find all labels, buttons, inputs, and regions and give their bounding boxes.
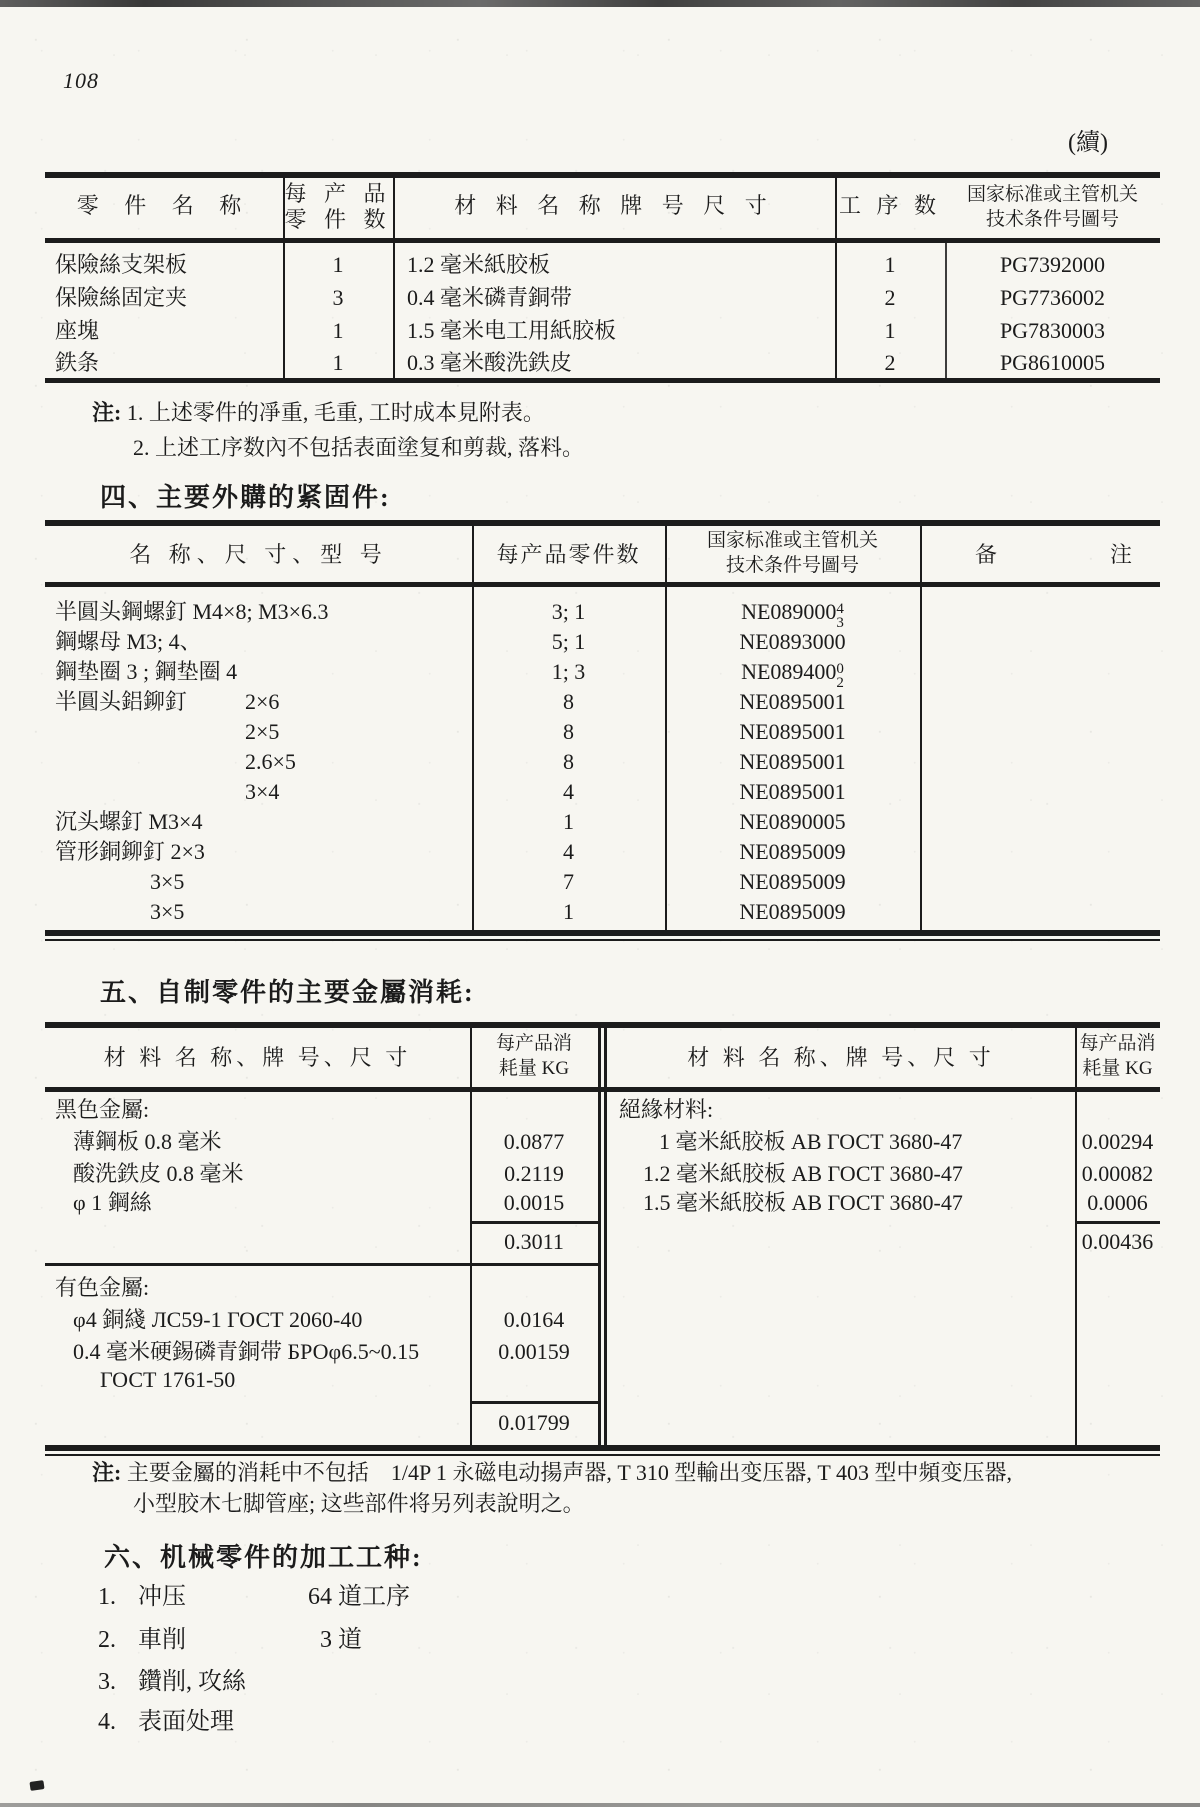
fastener-qty: 5; 1	[551, 629, 586, 654]
fastener-name: 鋼垫圈 3 ; 鋼垫圈 4	[55, 659, 238, 684]
table-border-bottom	[45, 930, 1160, 936]
fastener-standard-no: NE089000 4 3	[741, 599, 844, 631]
subtotal-rule	[470, 1401, 600, 1404]
fastener-size: 3×4	[245, 779, 280, 804]
column-header-qty-line1: 每 产 品	[284, 181, 392, 206]
note-text: 主要金屬的消耗中不包括 1/4P 1 永磁电动揚声器, T 310 型輸出变压器, T 403 型中頻变压器,	[126, 1460, 1012, 1485]
table1-note-line1	[92, 399, 545, 427]
material-name: 0.4 毫米硬錫磷青銅带 БРОφ6.5~0.15	[73, 1339, 420, 1364]
part-name: 座塊	[55, 318, 100, 343]
fastener-standard-no: NE0895009	[739, 869, 846, 894]
part-material: 0.4 毫米磷青銅带	[407, 285, 573, 310]
part-qty: 1	[332, 252, 344, 277]
fastener-standard-no: NE0895001	[739, 719, 846, 744]
column-header-operations: 工 序 数	[838, 193, 941, 218]
table3-note-line1	[92, 1459, 1012, 1487]
table-border-bottom	[45, 378, 1160, 383]
fastener-qty: 8	[563, 749, 574, 774]
table-border-bottom-thin	[45, 939, 1160, 941]
part-qty: 1	[332, 350, 344, 375]
column-header-kg-left-line1: 每产品消	[495, 1033, 572, 1054]
section-title-machining: 六、机械零件的加工工种:	[104, 1543, 423, 1572]
material-name: 1.2 毫米紙胶板 AB ГОСТ 3680-47	[643, 1161, 963, 1186]
part-material: 1.2 毫米紙胶板	[407, 252, 551, 277]
material-kg: 0.0006	[1087, 1190, 1148, 1215]
fastener-size: 3×5	[150, 869, 185, 894]
fastener-standard-no: NE0890005	[739, 809, 846, 834]
column-header-standard-line2: 技术条件号圖号	[725, 555, 859, 576]
group-subtotal: 0.00436	[1081, 1229, 1154, 1254]
material-kg: 0.2119	[504, 1161, 564, 1186]
table-border-top	[45, 520, 1160, 526]
page-number: 108	[63, 68, 99, 93]
process-number: 2.	[98, 1627, 116, 1653]
process-list-item	[98, 1626, 362, 1654]
part-standard-no: PG8610005	[999, 350, 1106, 375]
column-header-part-name: 零 件 名 称	[76, 193, 252, 218]
fastener-name: 管形銅鉚釘 2×3	[55, 839, 205, 864]
subtotal-rule	[1075, 1221, 1160, 1224]
material-kg: 0.0877	[503, 1129, 565, 1154]
material-group-title: 絕緣材料:	[619, 1097, 714, 1122]
process-list-item	[98, 1583, 410, 1611]
part-name: 保險絲固定夹	[55, 285, 188, 310]
continued-marker: (續)	[1068, 130, 1108, 156]
process-value: 64 道工序	[308, 1584, 410, 1610]
metal-consumption-table	[45, 1022, 1160, 1456]
column-header-kg-left-line2: 耗量 KG	[498, 1058, 570, 1079]
column-header-name-size-type: 名 称、尺 寸、型 号	[129, 542, 388, 567]
table3-note-line2: 小型胶木七脚管座; 这些部件将另列表說明之。	[133, 1491, 585, 1516]
fastener-standard-no: NE0895009	[739, 839, 846, 864]
material-name: 薄鋼板 0.8 毫米	[73, 1129, 222, 1154]
process-label: 表面处理	[138, 1709, 234, 1735]
column-divider	[920, 526, 922, 930]
column-header-standard-line2: 技术条件号圖号	[985, 209, 1119, 230]
section-title-metal-consumption: 五、自制零件的主要金屬消耗:	[100, 978, 475, 1007]
group-divider-right	[604, 1022, 607, 1451]
fastener-size: 3×5	[150, 899, 185, 924]
part-qty: 1	[332, 318, 344, 343]
fastener-size: 2×5	[245, 719, 280, 744]
fastener-qty: 7	[563, 869, 574, 894]
part-operations: 2	[884, 350, 896, 375]
part-standard-no: PG7830003	[999, 318, 1106, 343]
fastener-qty: 4	[563, 839, 574, 864]
subtotal-rule	[470, 1221, 600, 1224]
part-material: 1.5 毫米电工用紙胶板	[407, 318, 617, 343]
fastener-size: 2×6	[245, 689, 280, 714]
material-group-title: 黑色金屬:	[55, 1097, 150, 1122]
material-name: 1 毫米紙胶板 AB ГОСТ 3680-47	[659, 1129, 963, 1154]
fastener-name: 沉头螺釘 M3×4	[55, 809, 203, 834]
part-standard-no: PG7392000	[999, 252, 1106, 277]
column-header-kg-right-line1: 每产品消	[1079, 1033, 1156, 1054]
fastener-qty: 8	[563, 689, 574, 714]
fastener-qty: 1; 3	[551, 659, 586, 684]
group-subtotal: 0.3011	[504, 1229, 564, 1254]
column-header-remarks-right: 注	[1110, 542, 1133, 567]
process-number: 3.	[98, 1669, 116, 1695]
fastener-standard-no: NE0895001	[739, 689, 846, 714]
process-label: 車削	[138, 1627, 186, 1653]
table-border-top	[45, 172, 1160, 178]
fasteners-table	[45, 520, 1160, 941]
group-subtotal: 0.01799	[498, 1410, 570, 1435]
table-border-bottom	[45, 1445, 1160, 1451]
section-title-fasteners: 四、主要外購的紧固件:	[100, 483, 391, 512]
fastener-standard-no: NE0895009	[739, 899, 846, 924]
process-label: 冲压	[138, 1584, 186, 1610]
fastener-standard-no: NE0895001	[739, 749, 846, 774]
group-divider-left	[598, 1022, 601, 1451]
group-separator-rule	[45, 1263, 600, 1266]
fastener-qty: 1	[563, 809, 574, 834]
note-text: 1. 上述零件的凈重, 毛重, 工时成本見附表。	[126, 400, 545, 425]
material-name: φ4 銅綫 ЛС59-1 ГОСТ 2060-40	[73, 1307, 363, 1332]
standard-sup-sub: 4 3	[836, 600, 844, 631]
fastener-name: 鋼螺母 M3; 4、	[55, 629, 202, 654]
material-name: 1.5 毫米紙胶板 AB ГОСТ 3680-47	[643, 1190, 963, 1215]
process-list-item	[98, 1708, 234, 1736]
table-border-top	[45, 1022, 1160, 1028]
material-name: 酸洗鉄皮 0.8 毫米	[73, 1161, 244, 1186]
scan-edge-artifact-bottom	[0, 1803, 1200, 1807]
note-label: 注:	[92, 1460, 122, 1485]
fastener-name: 半圓头鋼螺釘 M4×8; M3×6.3	[55, 599, 329, 624]
fastener-qty: 4	[563, 779, 574, 804]
note-label: 注:	[92, 400, 122, 425]
material-kg: 0.00082	[1081, 1161, 1154, 1186]
column-header-qty: 每产品零件数	[496, 542, 641, 567]
part-operations: 2	[884, 285, 896, 310]
parts-material-table	[45, 172, 1160, 383]
part-operations: 1	[884, 318, 896, 343]
fastener-qty: 8	[563, 719, 574, 744]
material-group-title: 有色金屬:	[55, 1275, 150, 1300]
part-material: 0.3 毫米酸洗鉄皮	[407, 350, 573, 375]
material-kg: 0.0164	[503, 1307, 565, 1332]
scan-edge-artifact-top	[0, 0, 1200, 7]
column-header-remarks-left: 备	[975, 542, 998, 567]
table1-note-line2: 2. 上述工序数內不包括表面塗复和剪裁, 落料。	[133, 435, 585, 460]
standard-sup-sub: 0 2	[836, 660, 844, 691]
column-header-material: 材 料 名 称 牌 号 尺 寸	[454, 193, 774, 218]
process-label: 鑽削, 攻絲	[138, 1669, 246, 1695]
material-kg: 0.00159	[498, 1339, 570, 1364]
column-header-material-left: 材 料 名 称、牌 号、尺 寸	[103, 1045, 412, 1070]
table-header-rule	[45, 238, 1160, 243]
scan-ink-blob	[29, 1780, 44, 1791]
column-header-standard-line1: 国家标准或主管机关	[706, 530, 878, 551]
part-standard-no: PG7736002	[999, 285, 1106, 310]
fastener-name: 半圓头鋁鉚釘	[55, 689, 188, 714]
fastener-qty: 1	[563, 899, 574, 924]
process-number: 1.	[98, 1584, 116, 1610]
column-header-standard-line1: 国家标准或主管机关	[966, 184, 1138, 205]
part-name: 鉄条	[55, 350, 100, 375]
table-border-bottom-thin	[45, 1454, 1160, 1456]
column-header-material-right: 材 料 名 称、牌 号、尺 寸	[687, 1045, 995, 1070]
fastener-size: 2.6×5	[245, 749, 296, 774]
table-header-rule	[45, 582, 1160, 587]
column-header-kg-right-line2: 耗量 KG	[1082, 1058, 1153, 1079]
process-value: 3 道	[320, 1627, 362, 1653]
column-header-qty-line2: 零 件 数	[284, 207, 392, 232]
part-operations: 1	[884, 252, 896, 277]
table-header-rule	[45, 1087, 1160, 1092]
process-list-item	[98, 1668, 246, 1696]
material-name: φ 1 鋼絲	[73, 1190, 152, 1215]
material-kg: 0.00294	[1081, 1129, 1154, 1154]
material-name: ГОСТ 1761-50	[100, 1367, 236, 1392]
fastener-standard-no: NE0893000	[739, 629, 846, 654]
fastener-standard-no: NE0895001	[739, 779, 846, 804]
part-name: 保險絲支架板	[55, 252, 188, 277]
process-number: 4.	[98, 1709, 116, 1735]
material-kg: 0.0015	[503, 1190, 565, 1215]
fastener-qty: 3; 1	[551, 599, 586, 624]
part-qty: 3	[332, 285, 344, 310]
fastener-standard-no: NE089400 0 2	[741, 659, 844, 691]
